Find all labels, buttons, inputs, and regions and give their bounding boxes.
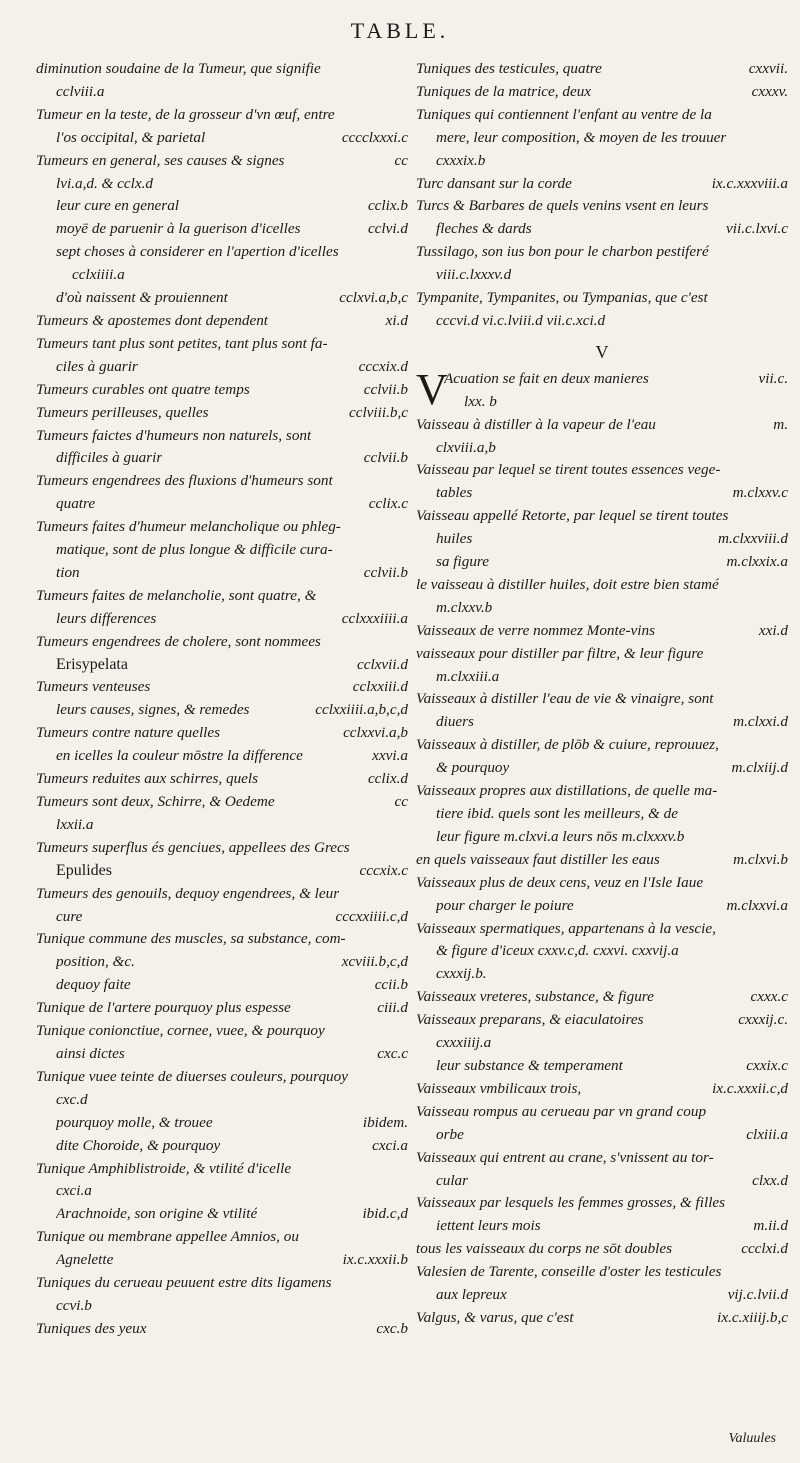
index-entry bbox=[416, 1307, 788, 1330]
entry-reference: xi.d bbox=[385, 311, 408, 329]
entry-reference bbox=[782, 127, 788, 150]
entry-reference: ccii.b bbox=[374, 976, 408, 994]
entry-text: Vaisseaux plus de deux cens, veuz en l'Isle Iaue bbox=[416, 873, 704, 891]
entry-text: leurs causes, signes, & remedes bbox=[56, 701, 250, 719]
entry-reference: xxi.d bbox=[758, 621, 788, 639]
entry-reference: cccxix.c bbox=[359, 861, 408, 879]
entry-reference bbox=[782, 780, 788, 803]
index-entry bbox=[416, 287, 788, 333]
entry-reference bbox=[402, 1272, 408, 1295]
entry-reference: cclxxxiiii.a bbox=[341, 609, 408, 627]
entry-text: Tumeurs reduites aux schirres, quels bbox=[36, 770, 259, 788]
entry-reference bbox=[782, 150, 788, 173]
index-entry bbox=[36, 470, 408, 516]
entry-reference: cclvii.b bbox=[363, 380, 408, 398]
entry-text: cxxxiiij.a bbox=[436, 1034, 492, 1052]
entry-text: en icelles la couleur mōstre la difference bbox=[56, 747, 303, 765]
entry-reference bbox=[402, 58, 408, 81]
entry-reference bbox=[402, 1066, 408, 1089]
entry-text: Tunique commune des muscles, sa substance, com- bbox=[36, 930, 346, 948]
entry-reference bbox=[402, 1020, 408, 1043]
entry-reference: cc bbox=[394, 793, 408, 810]
entry-text: quatre bbox=[56, 495, 96, 513]
index-entry bbox=[36, 791, 408, 837]
entry-reference: cclix.c bbox=[368, 495, 408, 513]
index-entry bbox=[416, 459, 788, 505]
entry-reference: m.clxxv.c bbox=[732, 484, 788, 502]
index-entry bbox=[36, 1112, 408, 1135]
entry-text: Vaisseau par lequel se tirent toutes essences vege- bbox=[416, 461, 721, 479]
entry-reference bbox=[402, 81, 408, 104]
entry-reference bbox=[402, 173, 408, 196]
index-entry bbox=[36, 722, 408, 745]
entry-reference bbox=[782, 459, 788, 482]
entry-text: Tumeurs engendrees de cholere, sont nommees bbox=[36, 632, 321, 650]
index-entry bbox=[36, 883, 408, 929]
entry-text: moyē de paruenir à la guerison d'icelles bbox=[56, 220, 301, 238]
entry-reference: cclix.d bbox=[367, 770, 408, 788]
entry-text: Vaisseaux par lesquels les femmes grosses, & filles bbox=[416, 1194, 726, 1212]
entry-text: matique, sont de plus longue & difficile cura- bbox=[56, 541, 333, 559]
entry-text: Vaisseaux vmbilicaux trois, bbox=[416, 1079, 582, 1097]
entry-text: difficiles à guarir bbox=[56, 449, 163, 467]
entry-text: Vaisseaux à distiller l'eau de vie & vinaigre, sont bbox=[416, 690, 714, 708]
index-entry bbox=[416, 81, 788, 104]
entry-reference bbox=[782, 803, 788, 826]
entry-text: iettent leurs mois bbox=[436, 1217, 541, 1235]
entry-reference: m.clxxviii.d bbox=[718, 530, 788, 548]
entry-text: dequoy faite bbox=[56, 976, 131, 994]
entry-text: & pourquoy bbox=[436, 759, 510, 777]
catchword: Valuules bbox=[728, 1431, 776, 1446]
entry-reference: m.clxxix.a bbox=[726, 553, 788, 571]
index-entry bbox=[36, 974, 408, 997]
entry-text: Agnelette bbox=[56, 1251, 114, 1269]
entry-text: sept choses à considerer en l'apertion d'icelles bbox=[56, 243, 339, 261]
entry-reference bbox=[782, 643, 788, 666]
entry-text: Tumeurs curables ont quatre temps bbox=[36, 380, 250, 398]
entry-text: Tumeurs tant plus sont petites, tant plus sont fa- bbox=[36, 334, 328, 352]
entry-text: pour charger le poiure bbox=[436, 896, 574, 914]
index-entry bbox=[416, 1101, 788, 1147]
entry-text: lvi.a,d. & cclx.d bbox=[56, 174, 153, 192]
entry-text: Epulides bbox=[56, 861, 112, 879]
entry-text: Tussilago, son ius bon pour le charbon pestiferé bbox=[416, 243, 709, 261]
entry-reference bbox=[402, 631, 408, 654]
entry-text: leurs differences bbox=[56, 609, 157, 627]
index-entry bbox=[416, 1147, 788, 1193]
index-entry bbox=[416, 918, 788, 987]
index-entry bbox=[36, 699, 408, 722]
entry-text: ciles à guarir bbox=[56, 357, 138, 375]
entry-text: diuers bbox=[436, 713, 474, 731]
entry-reference: xcviii.b,c,d bbox=[341, 953, 408, 971]
entry-text: Tumeurs en general, ses causes & signes bbox=[36, 151, 285, 169]
entry-text: Valgus, & varus, que c'est bbox=[416, 1308, 574, 1326]
entry-text: lxxii.a bbox=[56, 815, 94, 833]
entry-text: cxci.a bbox=[56, 1182, 92, 1200]
entry-reference: ix.c.xxxviii.a bbox=[711, 174, 788, 192]
entry-text: cure bbox=[56, 907, 83, 925]
entry-text: l'os occipital, & parietal bbox=[56, 128, 206, 146]
entry-text: Acuation se fait en deux manieres bbox=[444, 369, 649, 387]
index-entry bbox=[36, 997, 408, 1020]
index-entry bbox=[416, 574, 788, 620]
entry-text: Vaisseaux spermatiques, appartenans à la vescie, bbox=[416, 919, 716, 937]
entry-text: ainsi dictes bbox=[56, 1044, 125, 1062]
entry-text: Tumeurs perilleuses, quelles bbox=[36, 403, 209, 421]
entry-text: cxxxix.b bbox=[436, 151, 486, 169]
entry-text: Vaisseaux à distiller, de plōb & cuiure, reprouuez, bbox=[416, 736, 719, 754]
index-entry bbox=[36, 310, 408, 333]
entry-reference: cc bbox=[394, 151, 408, 169]
index-entry bbox=[416, 1009, 788, 1055]
entry-reference bbox=[782, 104, 788, 127]
index-entry bbox=[416, 1192, 788, 1238]
entry-reference bbox=[782, 1147, 788, 1170]
entry-text: viii.c.lxxxv.d bbox=[436, 266, 512, 284]
drop-cap: V bbox=[416, 364, 448, 414]
entry-text: Vaisseau rompus au cerueau par vn grand coup bbox=[416, 1102, 707, 1120]
entry-reference bbox=[402, 814, 408, 837]
entry-text: Tumeurs faites de melancholie, sont quatre, & bbox=[36, 586, 317, 604]
entry-text: en quels vaisseaux faut distiller les eaus bbox=[416, 850, 660, 868]
entry-reference bbox=[782, 1032, 788, 1055]
entry-text: Tympanite, Tympanites, ou Tympanias, que c'est bbox=[416, 289, 708, 307]
index-entry bbox=[36, 768, 408, 791]
entry-reference: cxxvii. bbox=[748, 60, 788, 77]
entry-text: Tunique conionctiue, cornee, vuee, & pourquoy bbox=[36, 1022, 325, 1040]
entry-text: d'où naissent & prouiennent bbox=[56, 289, 228, 307]
entry-text: Vaisseaux preparans, & eiaculatoires bbox=[416, 1011, 644, 1029]
index-entry bbox=[416, 241, 788, 287]
entry-text: Vaisseaux qui entrent au crane, s'vnissent au tor- bbox=[416, 1148, 714, 1166]
entry-text: Tunique Amphiblistroide, & vtilité d'icelle bbox=[36, 1159, 292, 1177]
page-title: TABLE. bbox=[350, 18, 450, 43]
entry-reference: m.ii.d bbox=[753, 1217, 788, 1235]
index-entry bbox=[36, 425, 408, 471]
entry-text: Tunique de l'artere pourquoy plus espesse bbox=[36, 999, 291, 1017]
entry-reference bbox=[782, 195, 788, 218]
index-entry bbox=[36, 1066, 408, 1112]
entry-text: Tuniques de la matrice, deux bbox=[416, 82, 592, 100]
entry-reference bbox=[402, 837, 408, 860]
entry-text: Tumeurs & apostemes dont dependent bbox=[36, 311, 269, 329]
index-entry bbox=[36, 104, 408, 150]
index-entry bbox=[36, 928, 408, 974]
index-entry bbox=[36, 1158, 408, 1204]
index-entry bbox=[36, 516, 408, 585]
entry-text: Vaisseaux vreteres, substance, & figure bbox=[416, 988, 654, 1006]
entry-reference bbox=[402, 1295, 408, 1318]
entry-reference bbox=[782, 734, 788, 757]
index-entry bbox=[416, 195, 788, 241]
entry-text: leur substance & temperament bbox=[436, 1056, 623, 1074]
index-entry bbox=[36, 1272, 408, 1318]
entry-text: Tuniques des yeux bbox=[36, 1319, 147, 1337]
entry-text: leur cure en general bbox=[56, 197, 180, 215]
entry-reference: ix.c.xxxii.c,d bbox=[712, 1079, 788, 1097]
entry-reference bbox=[782, 826, 788, 849]
entry-reference: cxc.b bbox=[376, 1319, 408, 1337]
index-entry bbox=[36, 676, 408, 699]
entry-text: orbe bbox=[436, 1125, 464, 1143]
entry-text: le vaisseau à distiller huiles, doit estre bien stamé bbox=[416, 575, 719, 593]
entry-reference bbox=[402, 516, 408, 539]
entry-text: lxx. b bbox=[464, 392, 497, 410]
entry-text: Tuniques des testicules, quatre bbox=[416, 60, 602, 77]
entry-text: huiles bbox=[436, 530, 473, 548]
entry-reference: ccclxi.d bbox=[741, 1240, 788, 1258]
entry-text: Tumeurs engendrees des fluxions d'humeurs sont bbox=[36, 472, 333, 490]
entry-text: Vaisseaux de verre nommez Monte-vins bbox=[416, 621, 655, 639]
entry-text: cccvi.d vi.c.lviii.d vii.c.xci.d bbox=[436, 311, 606, 329]
index-entry bbox=[416, 104, 788, 173]
index-entry bbox=[36, 631, 408, 677]
entry-reference: clxiii.a bbox=[746, 1125, 788, 1143]
index-entry bbox=[416, 1055, 788, 1078]
entry-reference bbox=[782, 872, 788, 895]
index-entry bbox=[416, 173, 788, 196]
entry-reference: cxxxij.c. bbox=[738, 1011, 788, 1029]
entry-reference bbox=[402, 928, 408, 951]
entry-text: tiere ibid. quels sont les meilleurs, & de bbox=[436, 805, 678, 822]
index-entry bbox=[416, 1078, 788, 1101]
entry-text: Tumeurs venteuses bbox=[36, 678, 151, 696]
entry-reference bbox=[782, 391, 788, 414]
index-entry bbox=[36, 402, 408, 425]
entry-reference bbox=[782, 241, 788, 264]
index-entry bbox=[36, 241, 408, 287]
index-entry bbox=[36, 195, 408, 218]
index-entry bbox=[36, 1318, 408, 1341]
entry-text: dite Choroide, & pourquoy bbox=[56, 1136, 221, 1154]
entry-reference bbox=[402, 585, 408, 608]
entry-text: Tumeurs superflus és genciues, appellees des Grecs bbox=[36, 838, 350, 856]
entry-reference: vij.c.lvii.d bbox=[727, 1286, 788, 1304]
index-entry bbox=[416, 1238, 788, 1261]
index-entry bbox=[416, 780, 788, 849]
entry-text: m.clxxiii.a bbox=[436, 667, 500, 685]
entry-text: cxxxij.b. bbox=[436, 965, 487, 983]
entry-text: Tumeurs faites d'humeur melancholique ou phleg- bbox=[36, 518, 341, 536]
entry-reference: cclvi.d bbox=[367, 220, 408, 238]
entry-text: mere, leur composition, & moyen de les trouuer bbox=[436, 128, 727, 146]
index-entry bbox=[416, 364, 788, 414]
entry-reference bbox=[402, 539, 408, 562]
entry-text: & figure d'iceux cxxv.c,d. cxxvi. cxxvij.a bbox=[436, 942, 679, 960]
entry-reference: cclvii.b bbox=[363, 449, 408, 467]
entry-text: Vaisseau appellé Retorte, par lequel se tirent toutes bbox=[416, 507, 729, 525]
entry-reference bbox=[782, 1192, 788, 1215]
index-column-right bbox=[416, 58, 788, 1330]
entry-text: Tuniques qui contiennent l'enfant au ventre de la bbox=[416, 105, 712, 123]
entry-text: Tunique vuee teinte de diuerses couleurs, pourquoy bbox=[36, 1067, 348, 1085]
index-entry bbox=[36, 1203, 408, 1226]
index-entry bbox=[36, 585, 408, 631]
index-entry bbox=[36, 150, 408, 196]
entry-reference bbox=[402, 1180, 408, 1203]
entry-reference: cxc.c bbox=[377, 1044, 408, 1062]
entry-reference: cclvii.b bbox=[363, 563, 408, 581]
entry-reference bbox=[402, 470, 408, 493]
entry-text: tion bbox=[56, 563, 80, 581]
entry-reference: cxxx.c bbox=[750, 988, 788, 1006]
entry-reference bbox=[782, 287, 788, 310]
entry-reference: cclxvii.d bbox=[356, 655, 408, 673]
entry-reference: cccclxxxi.c bbox=[341, 128, 408, 146]
entry-text: fleches & dards bbox=[436, 220, 532, 238]
entry-reference: cclxxiiii.a,b,c,d bbox=[315, 701, 408, 719]
entry-reference bbox=[782, 918, 788, 941]
index-column-left bbox=[36, 58, 408, 1341]
entry-text: sa figure bbox=[436, 553, 490, 571]
entry-text: Tumeurs contre nature quelles bbox=[36, 724, 221, 742]
entry-reference: cccxxiiii.c,d bbox=[335, 907, 408, 925]
entry-reference: cccxix.d bbox=[358, 357, 408, 375]
entry-text: Vaisseaux propres aux distillations, de quelle ma- bbox=[416, 782, 718, 800]
entry-text: Valesien de Tarente, conseille d'oster les testicules bbox=[416, 1263, 722, 1281]
entry-text: Erisypelata bbox=[56, 655, 128, 673]
entry-reference bbox=[402, 264, 408, 287]
section-letter: V bbox=[595, 341, 609, 362]
entry-reference bbox=[402, 1089, 408, 1112]
index-entry bbox=[36, 287, 408, 310]
entry-reference: m. bbox=[773, 415, 788, 433]
index-entry bbox=[416, 414, 788, 460]
index-entry bbox=[36, 837, 408, 883]
entry-text: Vaisseau à distiller à la vapeur de l'eau bbox=[416, 415, 656, 433]
entry-text: Arachnoide, son origine & vtilité bbox=[56, 1205, 258, 1223]
entry-reference bbox=[782, 1101, 788, 1124]
entry-text: Tumeurs des genouils, dequoy engendrees, & leur bbox=[36, 884, 340, 902]
index-entry bbox=[36, 333, 408, 379]
entry-text: ccvi.b bbox=[56, 1296, 92, 1314]
entry-reference bbox=[782, 574, 788, 597]
entry-reference bbox=[782, 437, 788, 460]
entry-reference bbox=[782, 597, 788, 620]
entry-reference: ibid.c,d bbox=[362, 1205, 408, 1223]
entry-reference bbox=[402, 333, 408, 356]
entry-reference: m.clxxi.d bbox=[733, 713, 788, 731]
entry-reference: vii.c.lxvi.c bbox=[726, 220, 788, 238]
index-entry bbox=[416, 620, 788, 643]
entry-text: vaisseaux pour distiller par filtre, & leur figure bbox=[416, 644, 704, 662]
entry-reference: ciii.d bbox=[377, 999, 408, 1017]
entry-reference bbox=[402, 241, 408, 264]
index-entry bbox=[416, 58, 788, 81]
index-entry bbox=[416, 986, 788, 1009]
entry-reference: cclxxvi.a,b bbox=[343, 724, 408, 742]
entry-text: cular bbox=[436, 1171, 469, 1189]
index-entry bbox=[36, 58, 408, 104]
entry-text: aux lepreux bbox=[436, 1286, 507, 1304]
entry-reference bbox=[782, 1261, 788, 1284]
index-entry bbox=[36, 379, 408, 402]
entry-text: Tumeur en la teste, de la grosseur d'vn œuf, entre bbox=[36, 105, 335, 123]
index-entry bbox=[36, 745, 408, 768]
entry-reference bbox=[402, 883, 408, 906]
entry-text: tous les vaisseaux du corps ne sōt doubles bbox=[416, 1240, 673, 1258]
entry-reference: ix.c.xxxii.b bbox=[342, 1251, 408, 1269]
entry-reference: cxci.a bbox=[372, 1136, 408, 1154]
index-entry bbox=[36, 1135, 408, 1158]
index-entry bbox=[416, 551, 788, 574]
entry-reference bbox=[782, 666, 788, 689]
index-entry bbox=[416, 1261, 788, 1307]
entry-text: Tunique ou membrane appellee Amnios, ou bbox=[36, 1228, 299, 1246]
entry-text: m.clxxv.b bbox=[436, 598, 493, 616]
entry-reference bbox=[782, 940, 788, 963]
entry-text: tables bbox=[436, 484, 473, 502]
entry-text: Tumeurs faictes d'humeurs non naturels, sont bbox=[36, 426, 312, 444]
entry-text: clxviii.a,b bbox=[436, 438, 496, 456]
entry-text: leur figure m.clxvi.a leurs nōs m.clxxxv.b bbox=[436, 827, 685, 845]
index-entry bbox=[36, 218, 408, 241]
entry-reference bbox=[782, 310, 788, 333]
entry-reference bbox=[782, 264, 788, 287]
entry-reference bbox=[402, 1158, 408, 1181]
entry-text: Tuniques du cerueau peuuent estre dits ligamens bbox=[36, 1274, 332, 1292]
entry-reference: m.clxiij.d bbox=[731, 759, 788, 777]
entry-reference bbox=[402, 104, 408, 127]
entry-reference bbox=[402, 425, 408, 448]
entry-reference: clxx.d bbox=[752, 1171, 788, 1189]
entry-text: Turc dansant sur la corde bbox=[416, 174, 572, 192]
entry-reference bbox=[782, 688, 788, 711]
entry-reference: cclix.b bbox=[367, 197, 408, 215]
entry-text: pourquoy molle, & trouee bbox=[56, 1113, 213, 1131]
entry-reference bbox=[782, 505, 788, 528]
entry-text: diminution soudaine de la Tumeur, que signifie bbox=[36, 60, 321, 77]
index-entry bbox=[416, 849, 788, 872]
entry-reference: cxxix.c bbox=[746, 1056, 788, 1074]
entry-reference: m.clxvi.b bbox=[733, 850, 788, 868]
entry-text: cclxiiii.a bbox=[72, 266, 125, 284]
entry-text: cxc.d bbox=[56, 1090, 88, 1108]
entry-reference: xxvi.a bbox=[372, 747, 408, 765]
index-entry bbox=[416, 872, 788, 918]
index-entry bbox=[416, 688, 788, 734]
entry-reference: cclviii.b,c bbox=[348, 403, 408, 421]
index-entry bbox=[416, 505, 788, 551]
entry-text: Tumeurs sont deux, Schirre, & Oedeme bbox=[36, 793, 275, 810]
index-entry bbox=[416, 734, 788, 780]
entry-reference bbox=[782, 963, 788, 986]
entry-reference: m.clxxvi.a bbox=[726, 896, 788, 914]
entry-reference: ix.c.xiiij.b,c bbox=[717, 1308, 788, 1326]
entry-reference: vii.c. bbox=[758, 369, 788, 387]
entry-text: Turcs & Barbares de quels venins vsent en leurs bbox=[416, 197, 709, 215]
entry-reference: cxxxv. bbox=[751, 82, 788, 100]
entry-text: cclviii.a bbox=[56, 82, 105, 100]
entry-text: position, &c. bbox=[56, 953, 135, 971]
index-entry bbox=[36, 1226, 408, 1272]
entry-reference bbox=[402, 1226, 408, 1249]
index-entry bbox=[36, 1020, 408, 1066]
entry-reference: cclxxiii.d bbox=[352, 678, 408, 696]
index-entry bbox=[416, 643, 788, 689]
entry-reference: ibidem. bbox=[362, 1113, 408, 1131]
entry-reference: cclxvi.a,b,c bbox=[339, 289, 408, 307]
